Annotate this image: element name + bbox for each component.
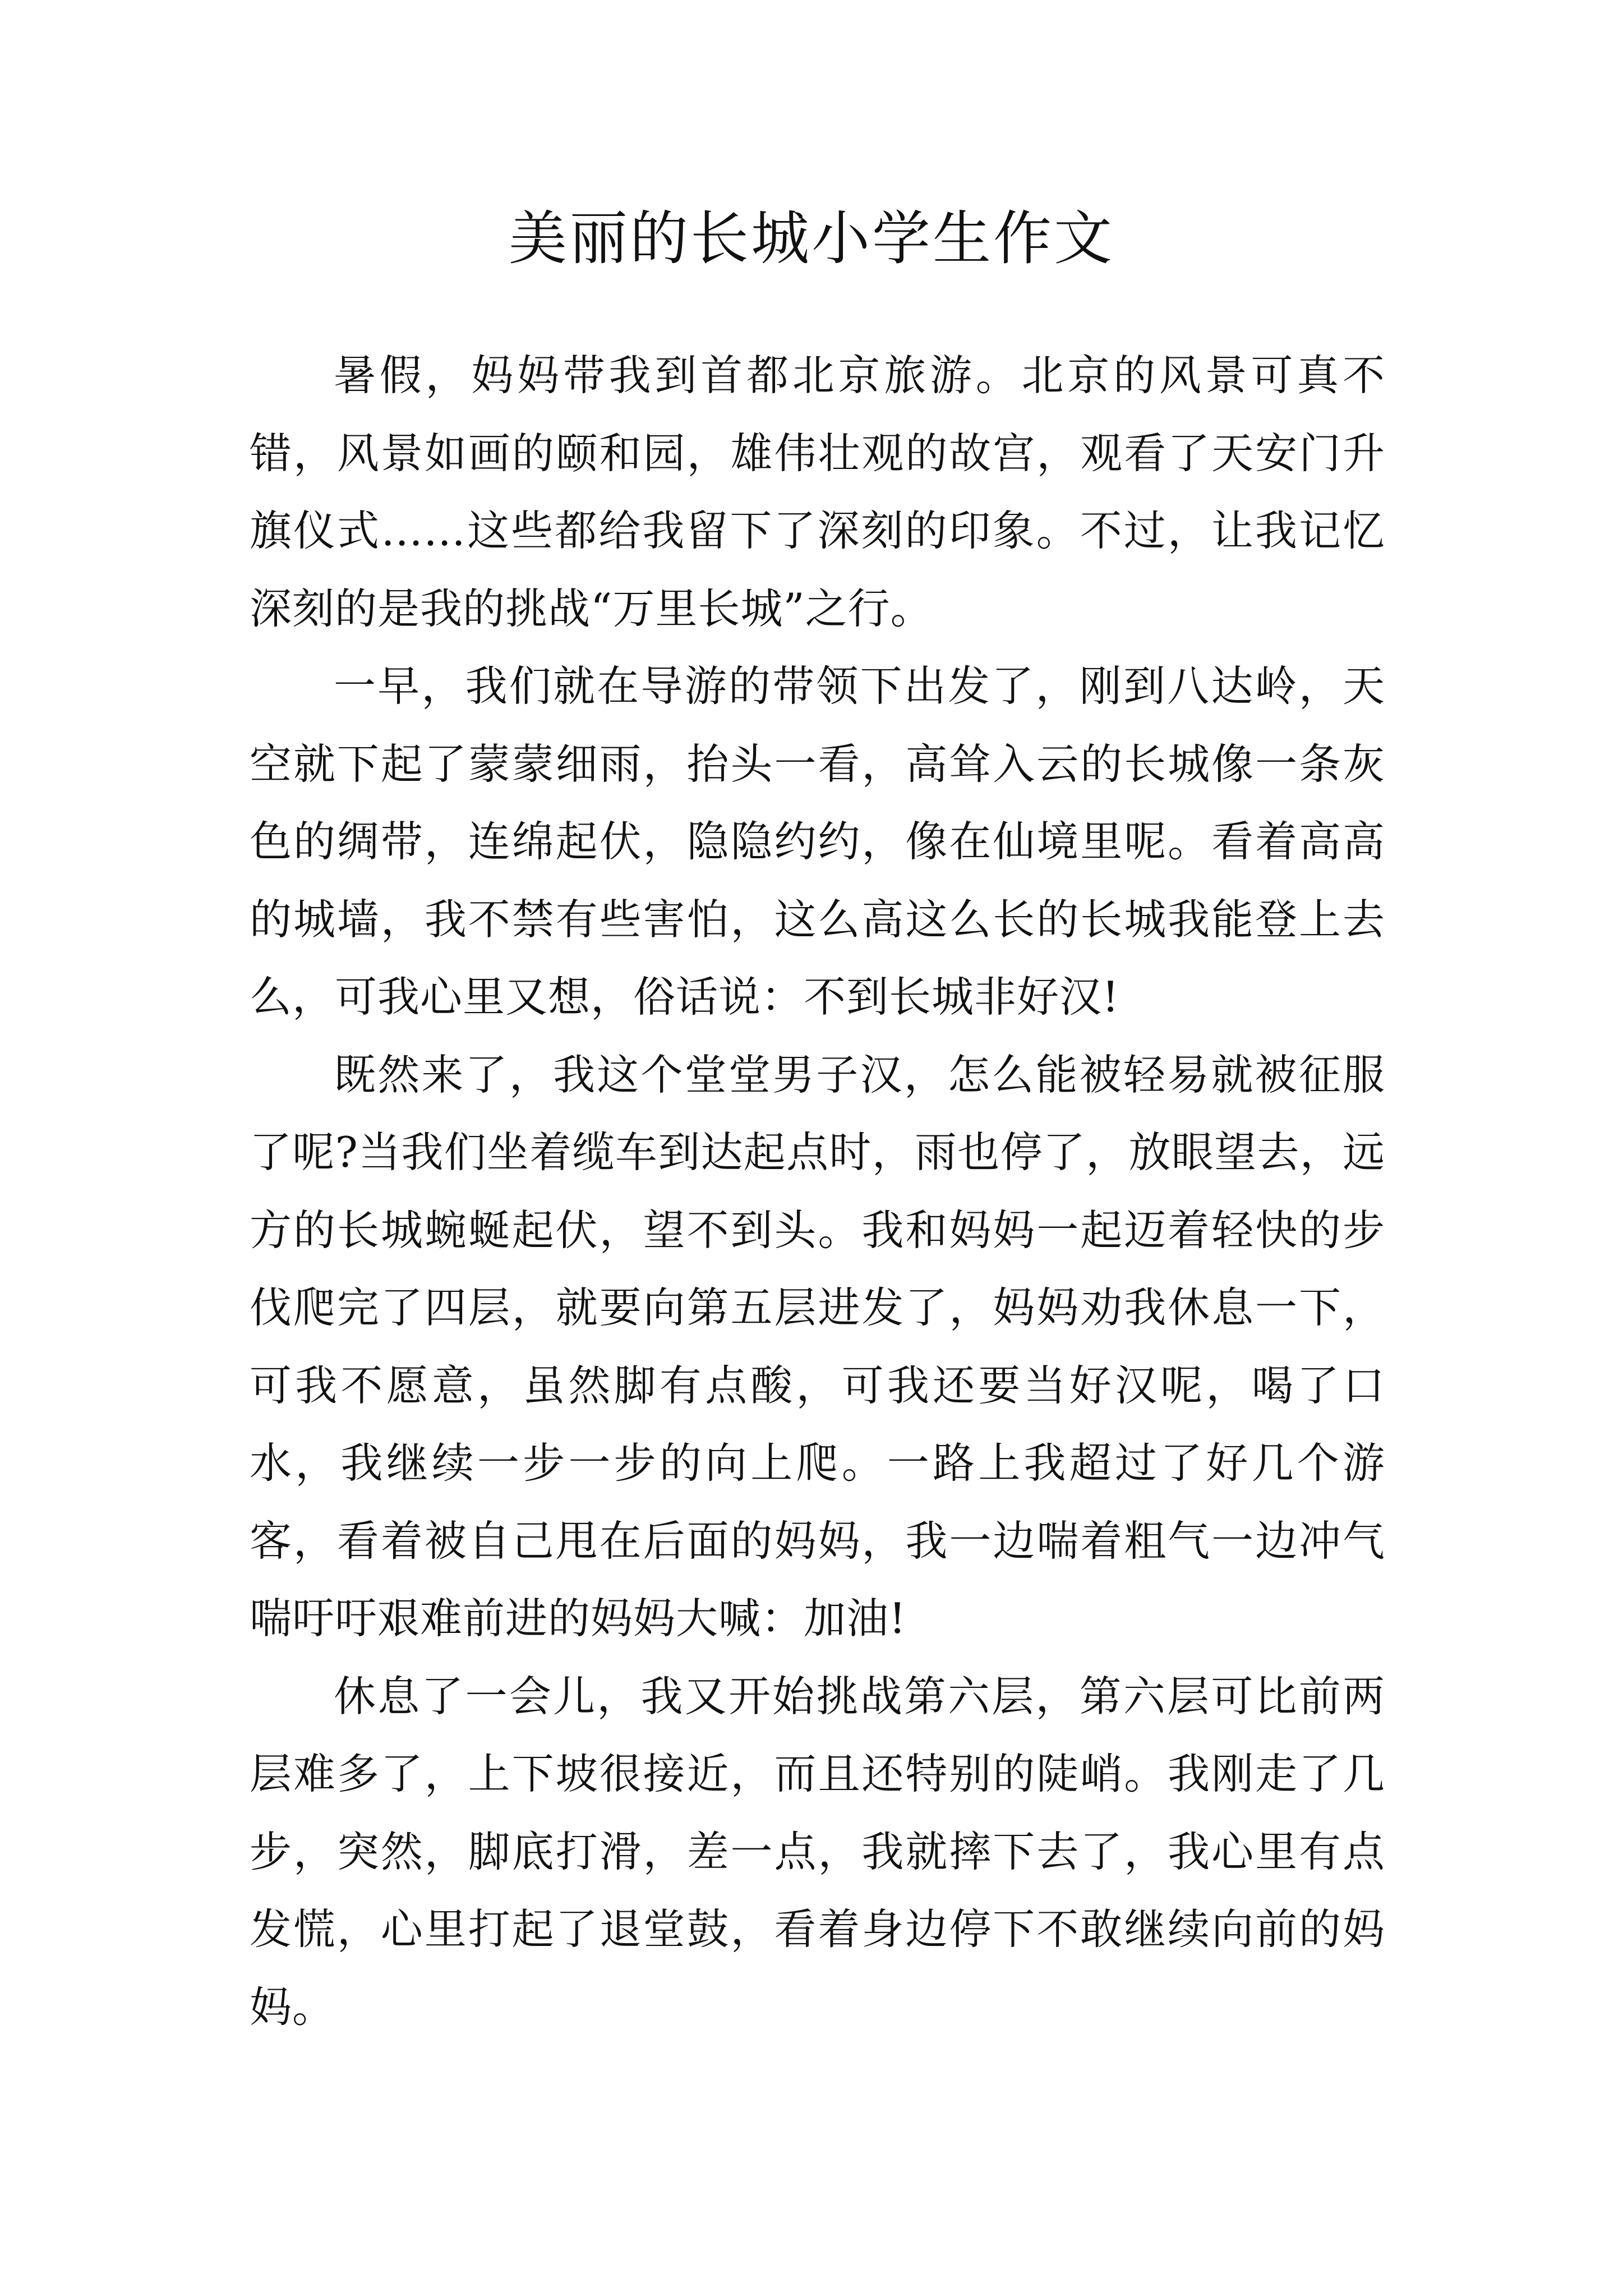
document-title: 美丽的长城小学生作文 bbox=[508, 204, 1114, 273]
paragraph: 既然来了，我这个堂堂男子汉，怎么能被轻易就被征服了呢?当我们坐着缆车到达起点时，雨也停了，放眼望去，远方的长城蜿蜒起伏，望不到头。我和妈妈一起迈着轻快的步伐爬完了四层，就要向第五层进发了，妈妈劝我休息一下，可我不愿意，虽然脚有点酸，可我还要当好汉呢，喝了口水，我继续一步一步的向上爬。一路上我超过了好几个游客，看着被自己甩在后面的妈妈，我一边喘着粗气一边冲气喘吁吁艰难前进的妈妈大喊：加油! bbox=[250, 1050, 1385, 1643]
paragraph: 一早，我们就在导游的带领下出发了，刚到八达岭，天空就下起了蒙蒙细雨，抬头一看，高耸入云的长城像一条灰色的绸带，连绵起伏，隐隐约约，像在仙境里呢。看着高高的城墙，我不禁有些害怕，这么高这么长的长城我能登上去么，可我心里又想，俗话说：不到长城非好汉! bbox=[250, 661, 1385, 1022]
document-body bbox=[250, 337, 1385, 2046]
paragraph: 暑假，妈妈带我到首都北京旅游。北京的风景可真不错，风景如画的颐和园，雄伟壮观的故宫，观看了天安门升旗仪式……这些都给我留下了深刻的印象。不过，让我记忆深刻的是我的挑战“万里长城”之行。 bbox=[250, 351, 1385, 633]
paragraph: 休息了一会儿，我又开始挑战第六层，第六层可比前两层难多了，上下坡很接近，而且还特别的陡峭。我刚走了几步，突然，脚底打滑，差一点，我就摔下去了，我心里有点发慌，心里打起了退堂鼓，看着身边停下不敢继续向前的妈妈。 bbox=[250, 1671, 1385, 2032]
